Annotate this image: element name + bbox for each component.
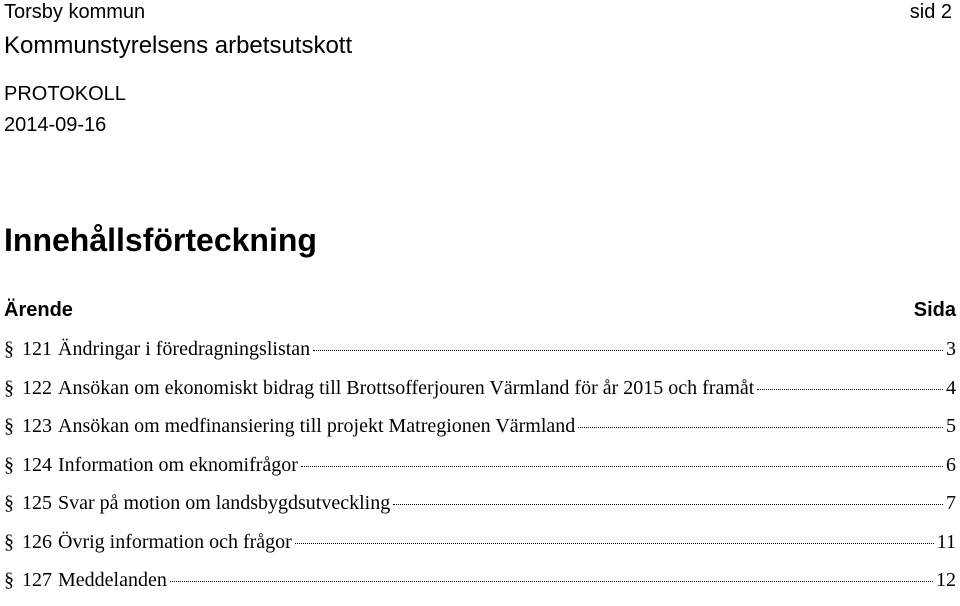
toc-entry-page: 3 (946, 338, 956, 360)
toc-entry-page: 11 (936, 530, 956, 553)
org-name: Torsby kommun (4, 1, 146, 23)
toc-entry-title: Ansökan om medfinansiering till projekt Matregionen Värmland (58, 415, 576, 437)
toc-entry-number: 125 (22, 492, 52, 514)
dot-leader (170, 581, 933, 582)
section-sign: § (4, 338, 14, 360)
dot-leader (757, 389, 943, 390)
toc-entry[interactable] (4, 375, 956, 414)
document-type: PROTOKOLL (4, 83, 126, 105)
toc-entry-page: 6 (946, 453, 956, 476)
toc-entry-title: Övrig information och frågor (58, 530, 292, 553)
toc-entry-number: 123 (22, 415, 52, 437)
dot-leader (393, 504, 943, 505)
dot-leader (301, 466, 943, 467)
toc-entry-page: 7 (946, 492, 956, 514)
dot-leader (313, 350, 943, 351)
toc-entry-title: Meddelanden (58, 569, 167, 591)
toc-entry[interactable] (4, 336, 956, 375)
committee-name: Kommunstyrelsens arbetsutskott (4, 32, 353, 59)
toc-entry[interactable] (4, 567, 956, 606)
section-sign: § (4, 492, 14, 514)
toc-entry-number: 127 (22, 569, 52, 591)
toc-entry-number: 122 (22, 376, 52, 399)
toc-entry-number: 121 (22, 338, 52, 360)
section-sign: § (4, 530, 14, 553)
dot-leader (295, 543, 934, 544)
document-header (4, 0, 352, 137)
section-sign: § (4, 415, 14, 437)
dot-leader (578, 427, 943, 428)
toc-entry[interactable] (4, 452, 956, 491)
toc-column-item: Ärende (4, 299, 73, 321)
toc-entry-page: 4 (946, 376, 956, 399)
section-sign: § (4, 453, 14, 476)
toc-entry-title: Information om eknomifrågor (58, 453, 298, 476)
toc-entry-title: Ansökan om ekonomiskt bidrag till Brottsofferjouren Värmland för år 2015 och framåt (58, 376, 755, 399)
toc-entry-page: 5 (946, 415, 956, 437)
toc-entry[interactable] (4, 413, 956, 452)
toc-entry[interactable] (4, 529, 956, 568)
page-number: sid 2 (909, 1, 952, 23)
toc-entry[interactable] (4, 490, 956, 529)
document-date: 2014-09-16 (4, 114, 107, 136)
toc-entry-number: 126 (22, 530, 52, 553)
toc-title: Innehållsförteckning (4, 222, 317, 258)
toc-entry-page: 12 (936, 569, 956, 591)
toc-entry-title: Ändringar i föredragningslistan (58, 338, 311, 360)
section-sign: § (4, 569, 14, 591)
section-sign: § (4, 376, 14, 399)
toc-entry-title: Svar på motion om landsbygdsutveckling (58, 492, 391, 514)
toc-list (4, 336, 956, 606)
toc-column-page: Sida (913, 299, 956, 321)
toc-entry-number: 124 (22, 453, 52, 476)
